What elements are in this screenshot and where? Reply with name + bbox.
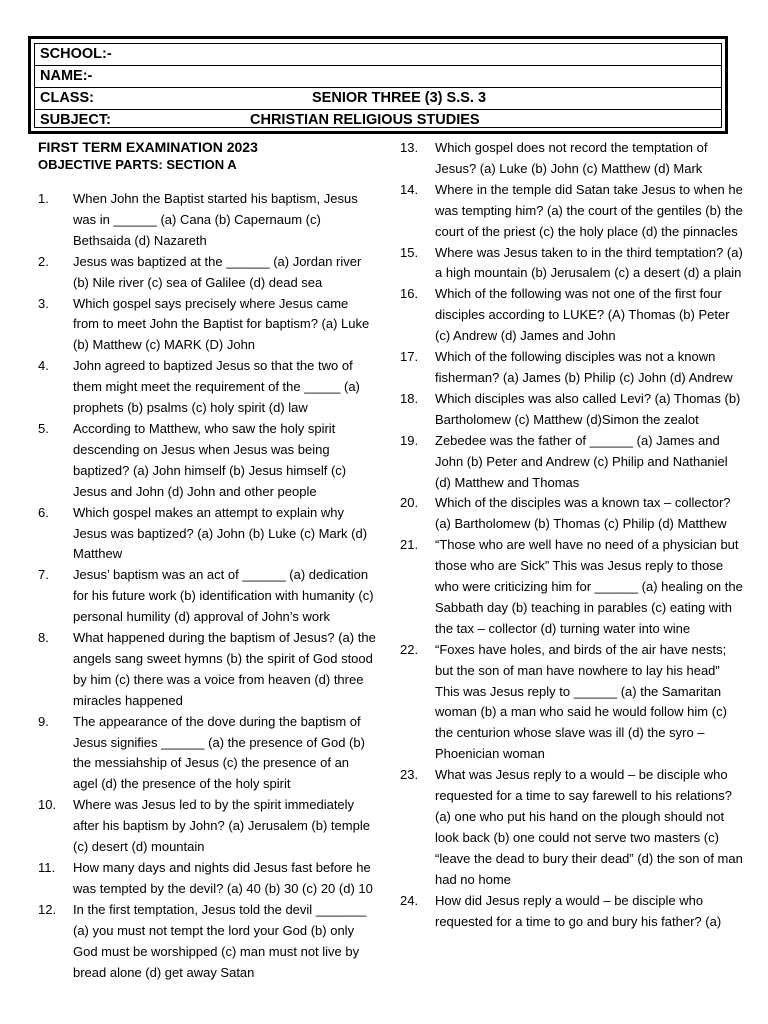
question-number: 21. [400, 537, 419, 553]
subject-label: SUBJECT: [40, 112, 111, 128]
question-text: “Those who are well have no need of a physician but those who are Sick” This was Jesus reply to those who were criticizing him for ______ (a) healing on the Sabbath day (b) teaching in parables (c) eating with the tax – collector (d) turning water into wine [435, 537, 743, 636]
question-item [38, 900, 376, 984]
question-item [38, 628, 376, 712]
question-number: 24. [400, 892, 419, 908]
question-text: According to Matthew, who saw the holy spirit descending on Jesus when Jesus was being baptized? (a) John himself (b) Jesus himself (c) Jesus and John (d) John and other people [73, 420, 347, 499]
question-item [400, 138, 745, 180]
question-number: 5. [38, 420, 49, 436]
right-column [400, 138, 745, 932]
question-item [38, 503, 376, 566]
question-item [38, 252, 376, 294]
question-item [38, 356, 376, 419]
question-text: The appearance of the dove during the baptism of Jesus signifies ______ (a) the presence of God (b) the messiahship of Jesus (c) the presence of an agel (d) the presence of the holy spirit [73, 713, 365, 792]
question-item [400, 243, 745, 285]
question-text: “Foxes have holes, and birds of the air have nests; but the son of man have nowhere to lay his head” This was Jesus reply to ______ (a) the Samaritan woman (b) a man who said he would follow him (c) the centurion whose slave was ill (d) the syro – Phoenician woman [435, 641, 727, 762]
question-number: 2. [38, 253, 49, 269]
left-column [38, 138, 376, 983]
school-row [35, 44, 721, 66]
question-item [38, 795, 376, 858]
class-row [35, 88, 721, 110]
question-text: What was Jesus reply to a would – be disciple who requested for a time to say farewell to his relations? (a) one who put his hand on the plough should not look back (b) one could not serve two masters (c) “leave the dead to bury their dead” (d) the son of man had no home [435, 767, 743, 887]
section-title: OBJECTIVE PARTS: SECTION A [38, 157, 237, 172]
question-text: How many days and nights did Jesus fast before he was tempted by the devil? (a) 40 (b) 30 (c) 20 (d) 10 [73, 860, 373, 896]
question-number: 6. [38, 504, 49, 520]
name-label: NAME:- [40, 68, 93, 84]
question-text: Which gospel makes an attempt to explain why Jesus was baptized? (a) John (b) Luke (c) Mark (d) Matthew [73, 504, 368, 562]
question-item [400, 284, 745, 347]
header-box [28, 36, 728, 134]
question-number: 20. [400, 495, 419, 511]
question-item [400, 347, 745, 389]
question-number: 14. [400, 181, 419, 197]
question-number: 7. [38, 567, 49, 583]
question-number: 1. [38, 191, 49, 206]
question-item [400, 765, 745, 890]
header-table [34, 43, 722, 128]
question-item [400, 493, 745, 535]
subject-row [35, 110, 721, 131]
question-number: 16. [400, 286, 419, 302]
question-number: 4. [38, 358, 49, 374]
class-value: SENIOR THREE (3) S.S. 3 [312, 90, 487, 106]
question-list-right [400, 138, 745, 932]
question-number: 22. [400, 641, 419, 657]
question-item [400, 640, 745, 765]
question-text: Which of the disciples was a known tax – collector? (a) Bartholomew (b) Thomas (c) Philip (d) Matthew [435, 495, 731, 532]
question-item [38, 419, 376, 503]
question-item [38, 565, 376, 628]
question-item [38, 858, 376, 900]
question-number: 11. [38, 860, 56, 875]
question-number: 10. [38, 797, 57, 813]
question-text: Where was Jesus taken to in the third temptation? (a) a high mountain (b) Jerusalem (c) a desert (d) a plain [435, 244, 743, 281]
name-row [35, 66, 721, 88]
question-text: How did Jesus reply a would – be disciple who requested for a time to go and bury his father? (a) [435, 892, 722, 929]
question-text: Jesus’ baptism was an act of ______ (a) dedication for his future work (b) identification with humanity (c) personal humility (d) approval of John’s work [73, 567, 374, 625]
question-number: 18. [400, 390, 419, 406]
question-number: 17. [400, 349, 419, 365]
question-text: In the first temptation, Jesus told the devil _______ (a) you must not tempt the lord your God (b) only God must be worshipped (c) man must not live by bread alone (d) get away Satan [73, 901, 367, 980]
question-number: 13. [400, 140, 419, 155]
question-text: Zebedee was the father of ______ (a) James and John (b) Peter and Andrew (c) Philip and Nathaniel (d) Matthew and Thomas [435, 432, 728, 490]
question-text: Which gospel does not record the temptation of Jesus? (a) Luke (b) John (c) Matthew (d) Mark [435, 140, 708, 176]
question-number: 23. [400, 767, 419, 783]
question-item [38, 189, 376, 252]
class-label: CLASS: [40, 90, 94, 106]
question-number: 19. [400, 432, 419, 448]
exam-title: FIRST TERM EXAMINATION 2023 [38, 139, 258, 155]
question-text: Jesus was baptized at the ______ (a) Jordan river (b) Nile river (c) sea of Galilee (d) dead sea [73, 253, 362, 290]
question-text: John agreed to baptized Jesus so that the two of them might meet the requirement of the _____ (a) prophets (b) psalms (c) holy spirit (d) law [73, 358, 360, 416]
question-text: What happened during the baptism of Jesus? (a) the angels sang sweet hymns (b) the spirit of God stood by him (c) there was a voice from heaven (d) three miracles happened [73, 630, 376, 708]
question-number: 9. [38, 713, 49, 729]
subject-value: CHRISTIAN RELIGIOUS STUDIES [250, 112, 480, 128]
question-number: 15. [400, 244, 419, 260]
question-text: Where was Jesus led to by the spirit immediately after his baptism by John? (a) Jerusalem (b) temple (c) desert (d) mountain [73, 797, 370, 855]
question-item [400, 891, 745, 933]
question-text: Which disciples was also called Levi? (a) Thomas (b) Bartholomew (c) Matthew (d)Simon the zealot [435, 390, 741, 427]
question-item [400, 180, 745, 243]
question-number: 12. [38, 901, 57, 917]
question-text: When John the Baptist started his baptism, Jesus was in ______ (a) Cana (b) Capernaum (c) Bethsaida (d) Nazareth [73, 191, 358, 248]
question-number: 3. [38, 295, 49, 311]
question-text: Which gospel says precisely where Jesus came from to meet John the Baptist for baptism? (a) Luke (b) Matthew (c) MARK (D) John [73, 295, 370, 353]
question-text: Which of the following was not one of the first four disciples according to LUKE? (A) Thomas (b) Peter (c) Andrew (d) James and John [435, 286, 730, 344]
question-item [38, 294, 376, 357]
question-item [400, 389, 745, 431]
school-label: SCHOOL:- [40, 46, 112, 62]
question-text: Where in the temple did Satan take Jesus to when he was tempting him? (a) the court of the gentiles (b) the court of the priest (c) the holy place (d) the pinnacles [435, 181, 743, 239]
question-item [38, 712, 376, 796]
question-list-left [38, 189, 376, 983]
question-number: 8. [38, 630, 49, 646]
question-item [400, 535, 745, 640]
question-text: Which of the following disciples was not a known fisherman? (a) James (b) Philip (c) John (d) Andrew [435, 349, 733, 385]
question-item [400, 431, 745, 494]
